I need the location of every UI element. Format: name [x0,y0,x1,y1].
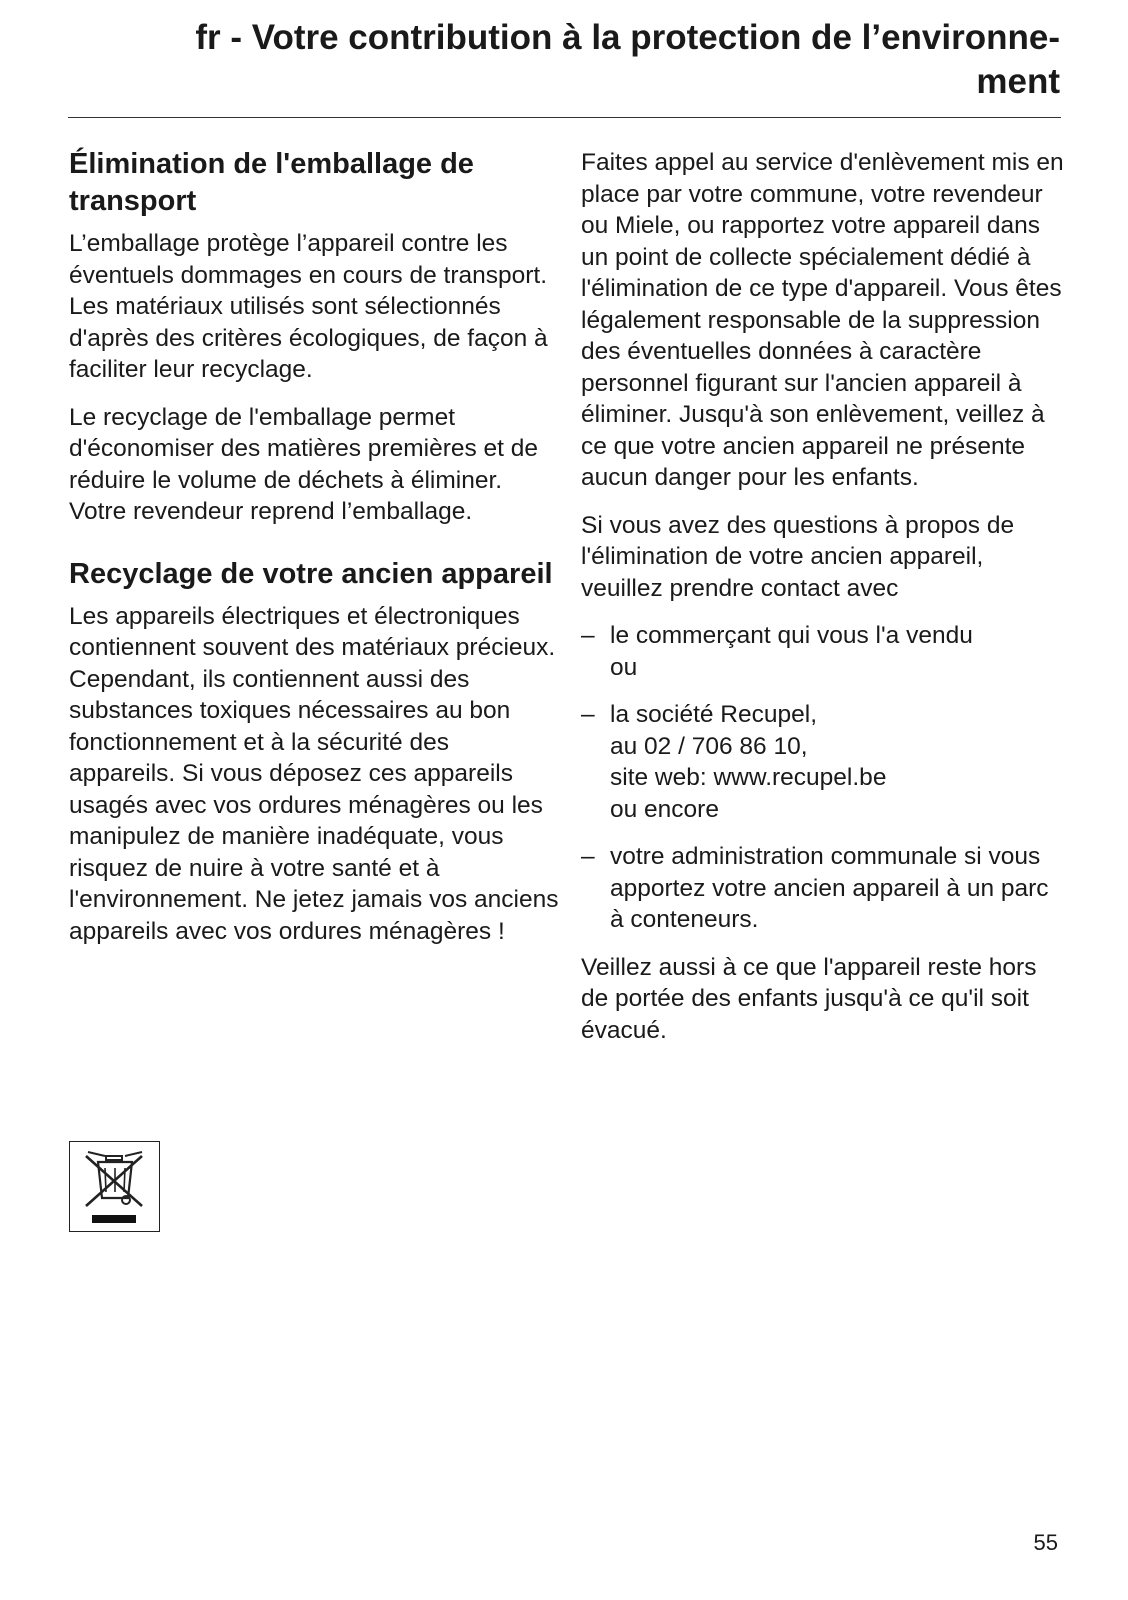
list-item-text: ou [610,653,638,681]
phone-number: au 02 / 706 86 10, [610,732,808,760]
page-title-line1: fr - Votre contribution à la protection de l’environne- [195,18,1060,57]
list-item [581,620,1066,683]
list-item [581,841,1066,936]
heading-old-appliance-recycling: Recyclage de votre ancien appareil [69,557,553,590]
heading-packaging-disposal: Élimination de l'emballage de transport [69,148,474,217]
paragraph-contact-intro: Si vous avez des questions à propos de l'élimination de votre ancien appareil, veuillez prendre contact avec [581,511,1015,602]
list-item-text: votre administration communale si vous apportez votre ancien appareil à un parc à conteneurs. [610,843,1049,933]
paragraph-packaging-protection: L’emballage protège l’appareil contre les éventuels dommages en cours de transport. Les matériaux utilisés sont sélectionnés d'après des critères écologiques, de façon à faciliter leur recyclage. [69,230,548,383]
paragraph-child-safety: Veillez aussi à ce que l'appareil reste hors de portée des enfants jusqu'à ce qu'il soit évacué. [581,953,1037,1044]
list-item-text: le commerçant qui vous l'a vendu [610,622,973,649]
crossed-out-wheelie-bin-icon [70,1142,158,1230]
website-text: site web: www.recupel.be [610,764,887,791]
list-item [581,699,1066,825]
title-divider [68,117,1061,118]
paragraph-old-appliance-warning: Les appareils électriques et électroniques contiennent souvent des matériaux précieux. Cependant, ils contiennent aussi des substances toxiques nécessaires au bon fonctionnement et à la sécurité des appareils. Si vous déposez ces appareils usagés avec vos ordures ménagères ou les manipulez de manière inadéquate, vous risquez de nuire à votre santé et à l'environnement. Ne jetez jamais vos anciens appareils avec vos ordures ménagères ! [69,602,559,945]
page-title-line2: ment [976,62,1060,101]
weee-symbol [69,1141,160,1232]
page-title [70,16,1060,104]
list-item-text: la société Recupel, [610,701,818,728]
paragraph-packaging-recycling: Le recyclage de l'emballage permet d'économiser des matières premières et de réduire le volume de déchets à éliminer. Votre revendeur reprend l’emballage. [69,403,539,525]
list-item-text: ou encore [610,795,719,823]
right-column [581,147,1066,1062]
paragraph-collection-service: Faites appel au service d'enlèvement mis en place par votre commune, votre revendeur ou Miele, ou rapportez votre appareil dans un point de collecte spécialement dédié à l'élimination de ce type d'appareil. Vous êtes légalement responsable de la suppression des éventuelles données à caractère personnel figurant sur l'ancien appareil à éliminer. Jusqu'à son enlèvement, veillez à ce que votre ancien appareil ne présente aucun danger pour les enfants. [581,149,1064,491]
left-column [69,142,559,963]
contact-list [581,620,1066,936]
page-number: 55 [1033,1530,1058,1555]
